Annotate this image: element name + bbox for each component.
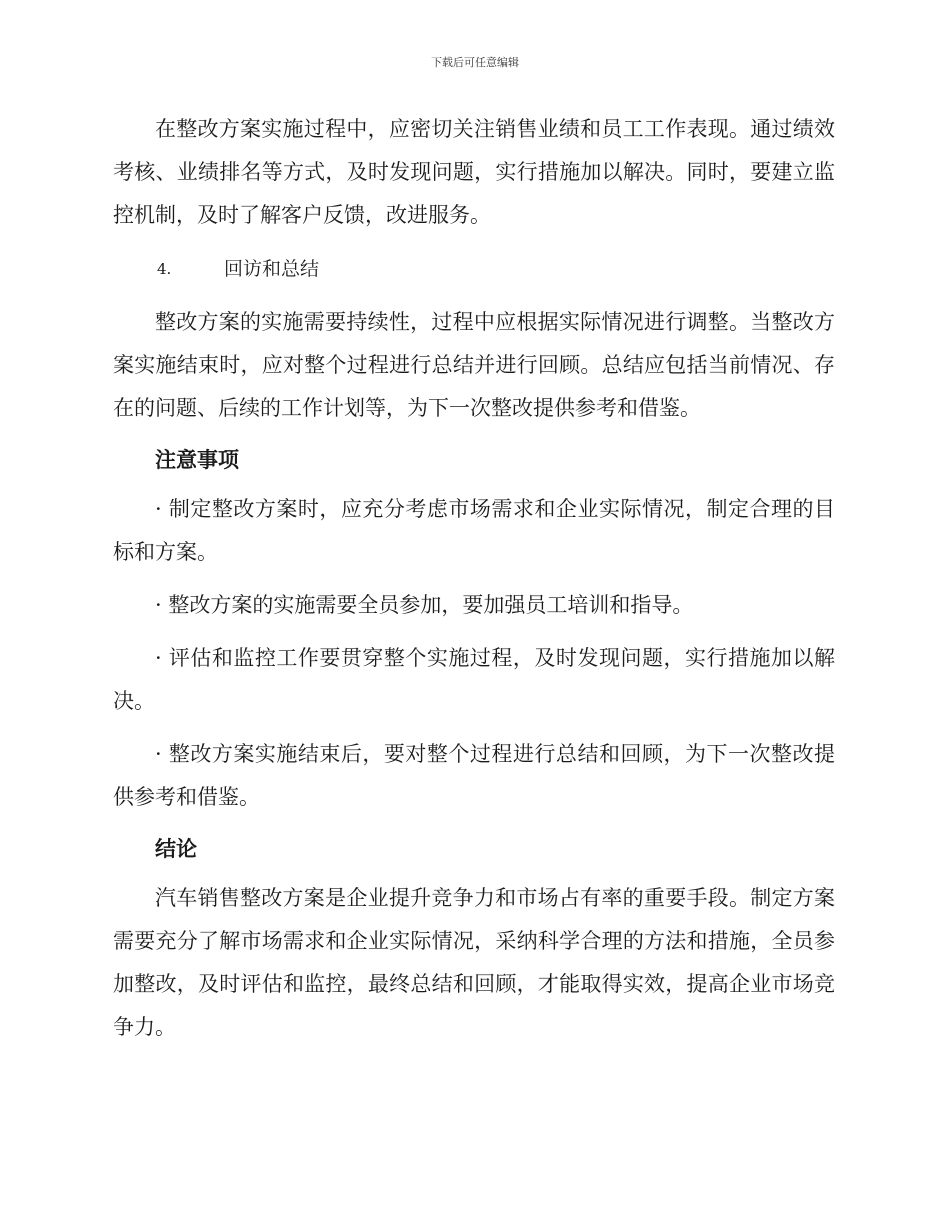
document-body <box>113 108 835 1049</box>
paragraph-review-summary: 整改方案的实施需要持续性，过程中应根据实际情况进行调整。当整改方案实施结束时，应对整个过程进行总结并进行回顾。总结应包括当前情况、存在的问题、后续的工作计划等，为下一次整改提供参考和借鉴。 <box>113 310 835 420</box>
note-item-4: · 整改方案实施结束后，要对整个过程进行总结和回顾，为下一次整改提供参考和借鉴。 <box>113 742 835 809</box>
page-header: 下载后可任意编辑 <box>431 56 519 69</box>
section-4-title: 回访和总结 <box>224 258 320 280</box>
paragraph-conclusion: 汽车销售整改方案是企业提升竞争力和市场占有率的重要手段。制定方案需要充分了解市场需求和企业实际情况，采纳科学合理的方法和措施，全员参加整改，及时评估和监控，最终总结和回顾，才能取得实效，提高企业市场竞争力。 <box>113 886 835 1039</box>
note-item-2: · 整改方案的实施需要全员参加，要加强员工培训和指导。 <box>155 593 694 617</box>
section-4-number: 4. <box>157 260 172 278</box>
note-item-3: · 评估和监控工作要贯穿整个实施过程，及时发现问题，实行措施加以解决。 <box>113 646 835 713</box>
paragraph-monitoring: 在整改方案实施过程中，应密切关注销售业绩和员工工作表现。通过绩效考核、业绩排名等方式，及时发现问题，实行措施加以解决。同时，要建立监控机制，及时了解客户反馈，改进服务。 <box>113 117 835 227</box>
note-item-1: · 制定整改方案时，应充分考虑市场需求和企业实际情况，制定合理的目标和方案。 <box>113 497 835 564</box>
conclusion-heading: 结论 <box>155 837 197 861</box>
section-4-heading <box>113 249 835 289</box>
notes-heading: 注意事项 <box>155 448 239 472</box>
